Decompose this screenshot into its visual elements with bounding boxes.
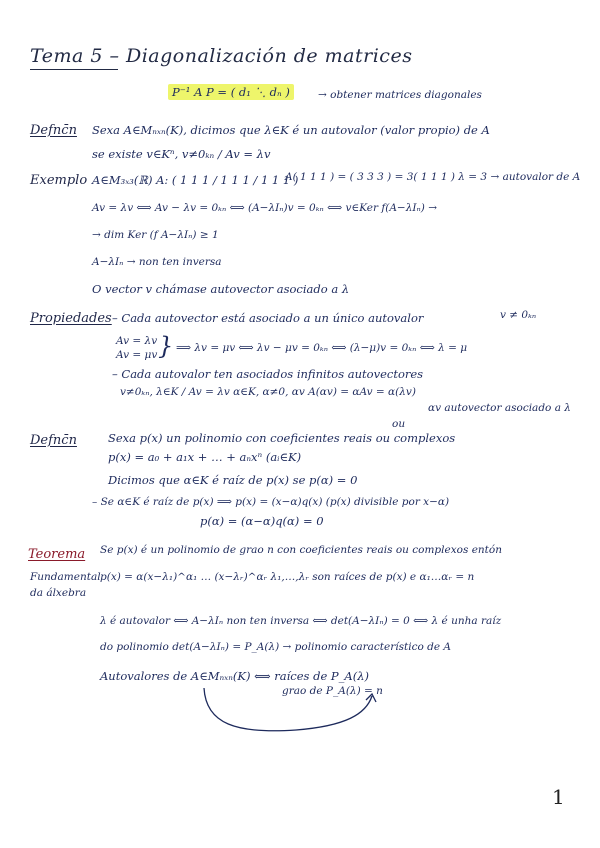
defn2-line4: – Se α∈K é raíz de p(x) ⟹ p(x) = (x−α)q(x) (p(x) divisible por x−α) — [92, 496, 450, 508]
defn2-label: Defnc̄n — [30, 433, 77, 448]
formula-highlight: P⁻¹ A P = ( d₁ ⋱ dₙ ) — [168, 84, 294, 100]
props-brace: } — [158, 332, 174, 360]
page-number: 1 — [552, 785, 565, 809]
example-line2: Av = λv ⟺ Av − λv = 0ₖₙ ⟺ (A−λIₙ)v = 0ₖₙ ⟺ v∈Ker f(A−λIₙ) → — [92, 202, 438, 214]
defn1-line1: Sexa A∈Mₙₓₙ(K), dicimos que λ∈K é un autovalor (valor propio) de A — [92, 123, 490, 137]
final-line4: grao de P_A(λ) = n — [282, 685, 383, 697]
props-line2c: ⟹ λv = μv ⟺ λv − μv = 0ₖₙ ⟺ (λ−μ)v = 0ₖₙ ⟺ λ = μ — [176, 342, 468, 354]
props-label: Propiedades — [30, 311, 112, 326]
example-line4: A−λIₙ → non ten inversa — [92, 256, 222, 268]
props-line2a: Av = λv — [116, 335, 158, 347]
props-line2b: Av = μv — [116, 349, 158, 361]
example-line3: → dim Ker (f A−λIₙ) ≥ 1 — [92, 229, 219, 241]
defn2-line5: p(α) = (α−α)q(α) = 0 — [200, 514, 324, 528]
final-line2: do polinomio det(A−λIₙ) = P_A(λ) → polinomio característico de A — [100, 641, 451, 653]
example-line5: O vector v chámase autovector asociado a λ — [92, 282, 350, 296]
final-curve — [196, 684, 396, 744]
final-line3: Autovalores de A∈Mₙₓₙ(K) ⟺ raíces de P_A(λ) — [100, 669, 369, 683]
defn1-line2: se existe v∈Kⁿ, v≠0ₖₙ / Av = λv — [92, 147, 271, 161]
props-line3: – Cada autovalor ten asociados infinitos autovectores — [112, 367, 424, 381]
defn2-line2: p(x) = a₀ + a₁x + … + aₙxⁿ (aᵢ∈K) — [108, 450, 302, 464]
defn2-over: ou — [392, 418, 406, 430]
defn2-line3: Dicimos que α∈K é raíz de p(x) se p(α) = 0 — [108, 473, 358, 487]
defn1-label: Defnc̄n — [30, 123, 77, 138]
example-line1: A∈M₃ₓ₃(ℝ) A: ( 1 1 1 / 1 1 1 / 1 1 1 ) — [92, 173, 299, 187]
formula-main — [168, 86, 294, 99]
title-underline — [30, 69, 118, 70]
theorem-sublabel2: da álxebra — [30, 587, 87, 599]
example-line1b: A( 1 1 1 ) = ( 3 3 3 ) = 3( 1 1 1 ) λ = 3 → autovalor de A — [285, 171, 581, 183]
theorem-label: Teorema — [28, 547, 86, 562]
theorem-line2: p(x) = α(x−λ₁)^α₁ … (x−λᵣ)^αᵣ λ₁,…,λᵣ son raíces de p(x) e α₁…αᵣ = n — [100, 571, 475, 583]
example-label: Exemplo — [30, 173, 88, 188]
props-line5: αv autovector asociado a λ — [428, 402, 571, 414]
props-line1-right: v ≠ 0ₖₙ — [500, 309, 537, 321]
final-line1: λ é autovalor ⟺ A−λIₙ non ten inversa ⟺ det(A−λIₙ) = 0 ⟺ λ é unha raíz — [100, 615, 502, 627]
defn2-line1: Sexa p(x) un polinomio con coeficientes reais ou complexos — [108, 431, 456, 445]
page-title: Tema 5 – Diagonalización de matrices — [30, 45, 413, 67]
props-line1: – Cada autovector está asociado a un único autovalor — [112, 311, 424, 325]
theorem-sublabel1: Fundamental — [30, 571, 101, 583]
theorem-line1: Se p(x) é un polinomio de grao n con coeficientes reais ou complexos entón — [100, 544, 502, 556]
formula-note: → obtener matrices diagonales — [318, 89, 482, 101]
props-line4: v≠0ₖₙ, λ∈K / Av = λv α∈K, α≠0, αv A(αv) = αAv = α(λv) — [120, 386, 416, 398]
